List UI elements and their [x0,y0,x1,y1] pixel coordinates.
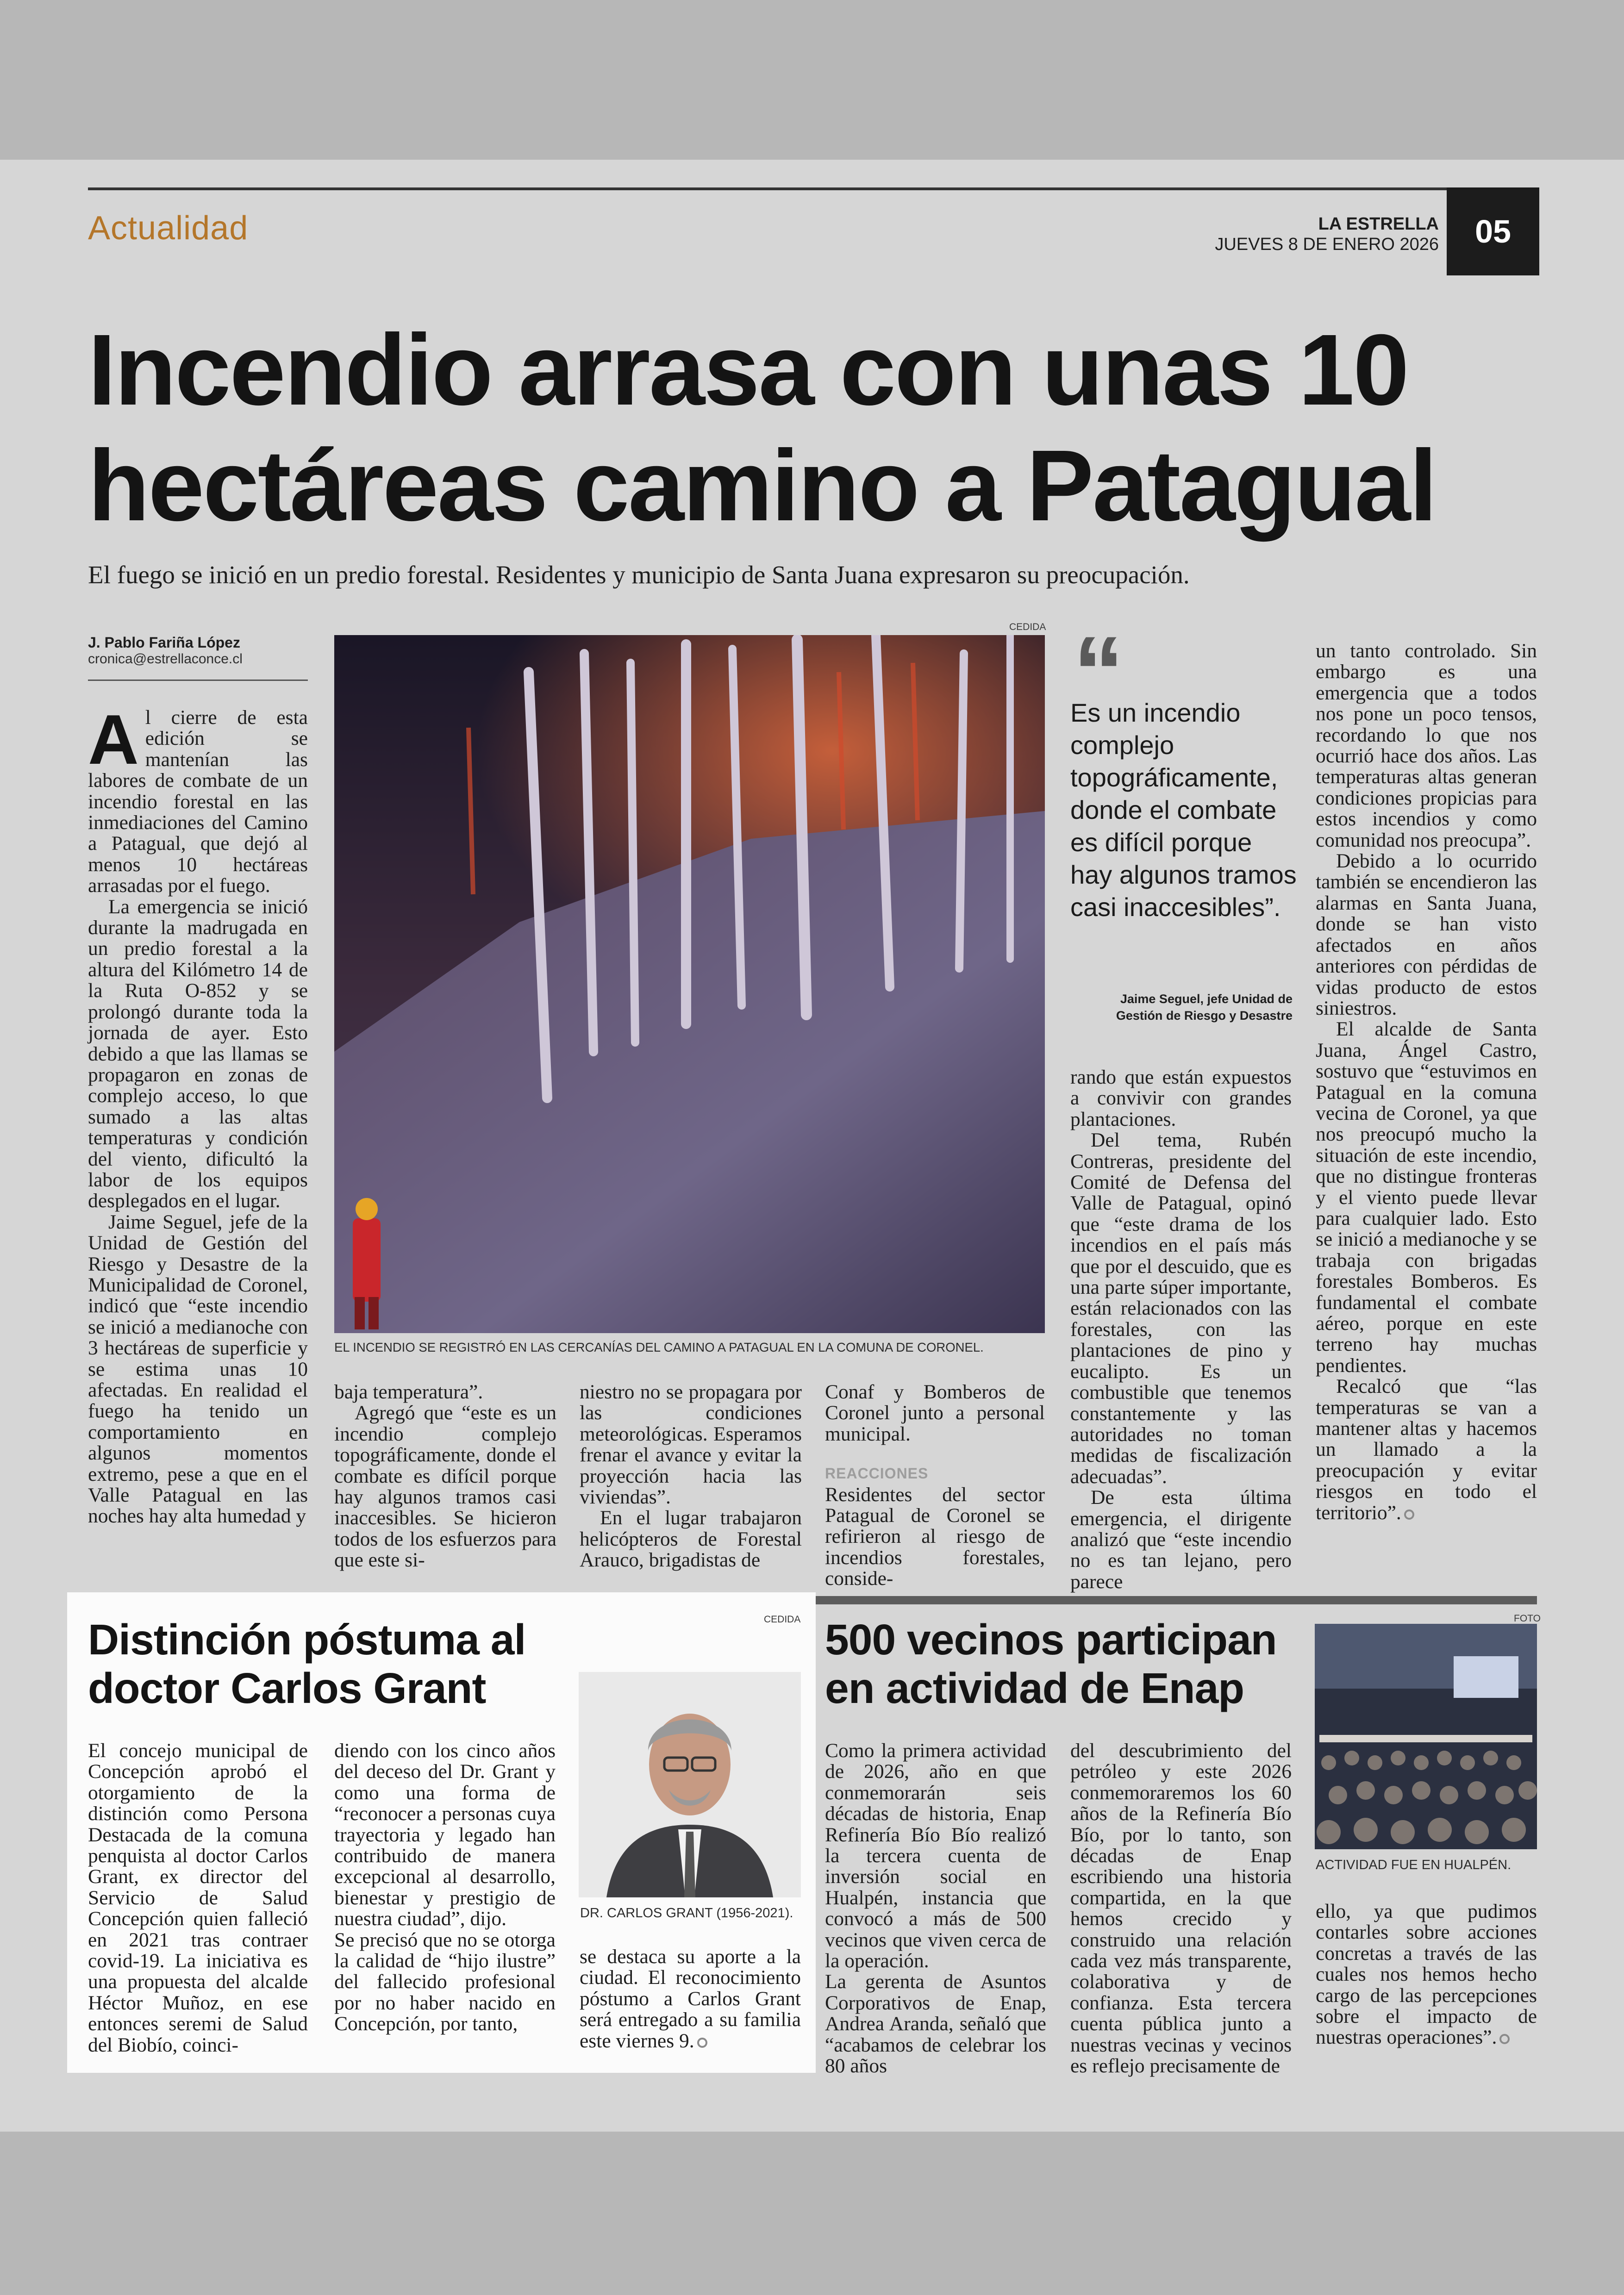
grant-column-2 [334,1740,556,2035]
grant-column-1 [88,1740,308,2056]
paragraph: Conaf y Bomberos de Coronel junto a personal municipal. [825,1381,1045,1445]
byline-rule [88,680,308,681]
main-column-1 [88,700,308,1528]
pull-quote: Es un incendio complejo topográficamente, donde el combate es difícil porque hay algunos tramos casi inaccesibles”. [1070,698,1297,922]
paragraph-text: Recalcó que “las temperaturas se van a mantener altas y hacemos un llamado a la preocupación y evitar riesgos en todo el territorio”. [1316,1375,1537,1524]
end-mark-icon [697,2038,707,2048]
paragraph: diendo con los cinco años del deceso del Dr. Grant y como una forma de “reconocer a personas cuya trayectoria y legado han contribuido de manera excepcional al desarrollo, bienestar y prestigio de nuestra ciudad”, dijo. [334,1740,556,1930]
quote-attribution: Jaime Seguel, jefe Unidad de Gestión de Riesgo y Desastre [1116,992,1293,1023]
section-label: Actualidad [88,210,249,247]
byline [88,634,308,667]
paragraph: El concejo municipal de Concepción aprobó el otorgamiento de la distinción como Persona Destacada de la comuna penquista al doctor Carlos Grant, ex director del Servicio de Salud Concepción quien falleció en 2021 tras contraer covid-19. La iniciativa es una propuesta del alcalde Héctor Muñoz, en ese entonces seremi de Salud del Biobío, coinci- [88,1740,308,2056]
dropcap: A [88,700,139,779]
paragraph: un tanto controlado. Sin embargo es una emergencia que a todos nos pone un poco tensos, recordando lo que nos ocurrió hace dos años. Las temperaturas altas generan condiciones propicias para estos incendios y como comunidad nos preocupa”. [1316,640,1537,851]
paragraph: Debido a lo ocurrido también se encendieron las alarmas en Santa Juana, donde se han visto afectados en años anteriores con pérdidas de vidas producto de estos siniestros. [1316,850,1537,1019]
paragraph: La gerenta de Asuntos Corporativos de Enap, Andrea Aranda, señaló que “acabamos de celebrar los 80 años [825,1971,1046,2077]
deck: El fuego se inició en un predio forestal. Residentes y municipio de Santa Juana expresaron su preocupación. [88,561,1190,589]
grant-photo-credit: CEDIDA [764,1614,801,1625]
enap-headline: 500 vecinos participan en actividad de Enap [825,1615,1277,1712]
fire-photo [334,635,1045,1333]
enap-photo [1315,1624,1537,1849]
paragraph-text: ello, ya que pudimos contarles sobre acciones concretas a través de las cuales nos hemos hecho cargo de las percepciones sobre el impacto de nuestras operaciones”. [1316,1900,1537,2049]
photo-credit: CEDIDA [1009,622,1046,632]
photo-caption: EL INCENDIO SE REGISTRÓ EN LAS CERCANÍAS DEL CAMINO A PATAGUAL EN LA COMUNA DE CORONEL. [334,1340,984,1354]
paragraph: De esta última emergencia, el dirigente analizó que “este incendio no es tan lejano, pero parece [1070,1486,1292,1593]
issue-date: JUEVES 8 DE ENERO 2026 [1215,235,1439,254]
paragraph: Residentes del sector Patagual de Coronel se refirieron al riesgo de incendios forestales, conside- [825,1483,1045,1590]
masthead [1215,214,1439,255]
grant-headline: Distinción póstuma al doctor Carlos Grant [88,1615,526,1712]
enap-column-2 [1070,1740,1292,2077]
paragraph: El alcalde de Santa Juana, Ángel Castro, sostuvo que “estuvimos en Patagual en la comuna vecina de Coronel, ya que nos preocupó mucho la situación de este incendio, que no distingue fronteras y el viento puede llevar para cualquier lado. Esto se inició a medianoche y se trabaja con brigadas forestales Bomberos. Es fundamental el combate aéreo, porque en este terreno hay muchas pendientes. [1316,1018,1537,1377]
paragraph [580,1946,801,2052]
main-headline: Incendio arrasa con unas 10 hectáreas camino a Patagual [88,314,1436,542]
paragraph: del descubrimiento del petróleo y este 2026 conmemoraremos los 60 años de la Refinería Bío Bío, por lo tanto, son décadas de Enap escribiendo una historia compartida, en la que hemos crecido y construido una relación cada vez más transparente, colaborativa y de confianza. Esta tercera cuenta pública junto a nuestras vecinas y vecinos es reflejo precisamente de [1070,1740,1292,2077]
end-mark-icon [1404,1509,1414,1520]
grant-column-3 [580,1946,801,2052]
paragraph: l cierre de esta edición se mantenían las labores de combate de un incendio forestal en las inmediaciones del Camino a Patagual, que dejó al menos 10 hectáreas arrasadas por el fuego. [88,706,308,897]
paragraph: Jaime Seguel, jefe de la Unidad de Gestión del Riesgo y Desastre de la Municipalidad de Coronel, indicó que “este incendio se inició a medianoche con 3 hectáreas de superficie y se estima unas 10 afectadas. En realidad el fuego ha tenido un comportamiento en algunos momentos extremo, pese a que en el Valle Patagual en las noches hay alta humedad y [88,1210,308,1528]
brand-name: LA ESTRELLA [1318,214,1439,234]
paragraph [1316,1901,1537,2048]
enap-column-1 [825,1740,1046,2077]
paragraph [1316,1376,1537,1523]
main-column-2 [334,1382,556,1571]
paragraph: Se precisó que no se otorga la calidad de “hijo ilustre” del fallecido profesional por no haber nacido en Concepción, por tanto, [334,1928,556,2035]
paragraph: En el lugar trabajaron helicópteros de Forestal Arauco, brigadistas de [580,1507,802,1572]
main-column-3 [580,1382,802,1571]
main-column-6 [1316,641,1537,1523]
quote-mark: “ [1073,615,1124,729]
paragraph-text: se destaca su aporte a la ciudad. El reconocimiento póstumo a Carlos Grant será entregado a su familia este viernes 9. [580,1946,801,2052]
top-rule [88,187,1454,190]
grant-photo-caption: DR. CARLOS GRANT (1956-2021). [580,1906,793,1921]
main-column-4 [825,1382,1045,1590]
section-rubric: REACCIONES [825,1465,929,1482]
fire-photo-illustration [334,635,1045,1333]
page-number: 05 [1447,187,1539,275]
paragraph: La emergencia se inició durante la madrugada en un predio forestal a la altura del Kilómetro 14 de la Ruta O-852 y se prolongó durante toda la jornada de ayer. Esto debido a que las llamas se propagaron en zonas de complejo acceso, lo que sumado a las altas temperaturas y condición del viento, dificultó la labor de los equipos desplegados en el lugar. [88,895,308,1212]
portrait-illustration [579,1672,801,1897]
grant-photo [579,1672,801,1897]
enap-photo-credit: FOTO [1514,1613,1541,1624]
paragraph: rando que están expuestos a convivir con grandes plantaciones. [1070,1066,1292,1130]
paragraph: niestro no se propagara por las condiciones meteorológicas. Esperamos frenar el avance y evitar la proyección hacia las viviendas”. [580,1381,802,1509]
enap-photo-caption: ACTIVIDAD FUE EN HUALPÉN. [1316,1858,1512,1872]
enap-column-3 [1316,1901,1537,2048]
byline-name: J. Pablo Fariña López [88,634,240,651]
paragraph: Del tema, Rubén Contreras, presidente del Comité de Defensa del Valle de Patagual, opinó que “este drama de los incendios en el país más que por el descuido, que es una parte súper importante, están relacionados con las forestales, con las plantaciones de pino y eucalipto. Es un combustible que tenemos constantemente y las autoridades no toman medidas de fiscalización adecuadas”. [1070,1129,1292,1488]
byline-email: cronica@estrellaconce.cl [88,651,243,667]
paragraph: Agregó que “este es un incendio complejo topográficamente, donde el combate es difícil porque hay algunos tramos casi inaccesibles. Se hicieron todos de los esfuerzos para que este si- [334,1402,556,1572]
main-column-5 [1070,1067,1292,1592]
audience-illustration [1315,1624,1537,1849]
paragraph: baja temperatura”. [334,1381,483,1403]
paragraph: Como la primera actividad de 2026, año en que conmemorarán seis décadas de historia, Enap Refinería Bío Bío realizó la tercera cuenta de inversión social en Hualpén, instancia que convocó a más de 500 vecinos que viven cerca de la operación. [825,1740,1046,1972]
end-mark-icon [1499,2034,1510,2044]
